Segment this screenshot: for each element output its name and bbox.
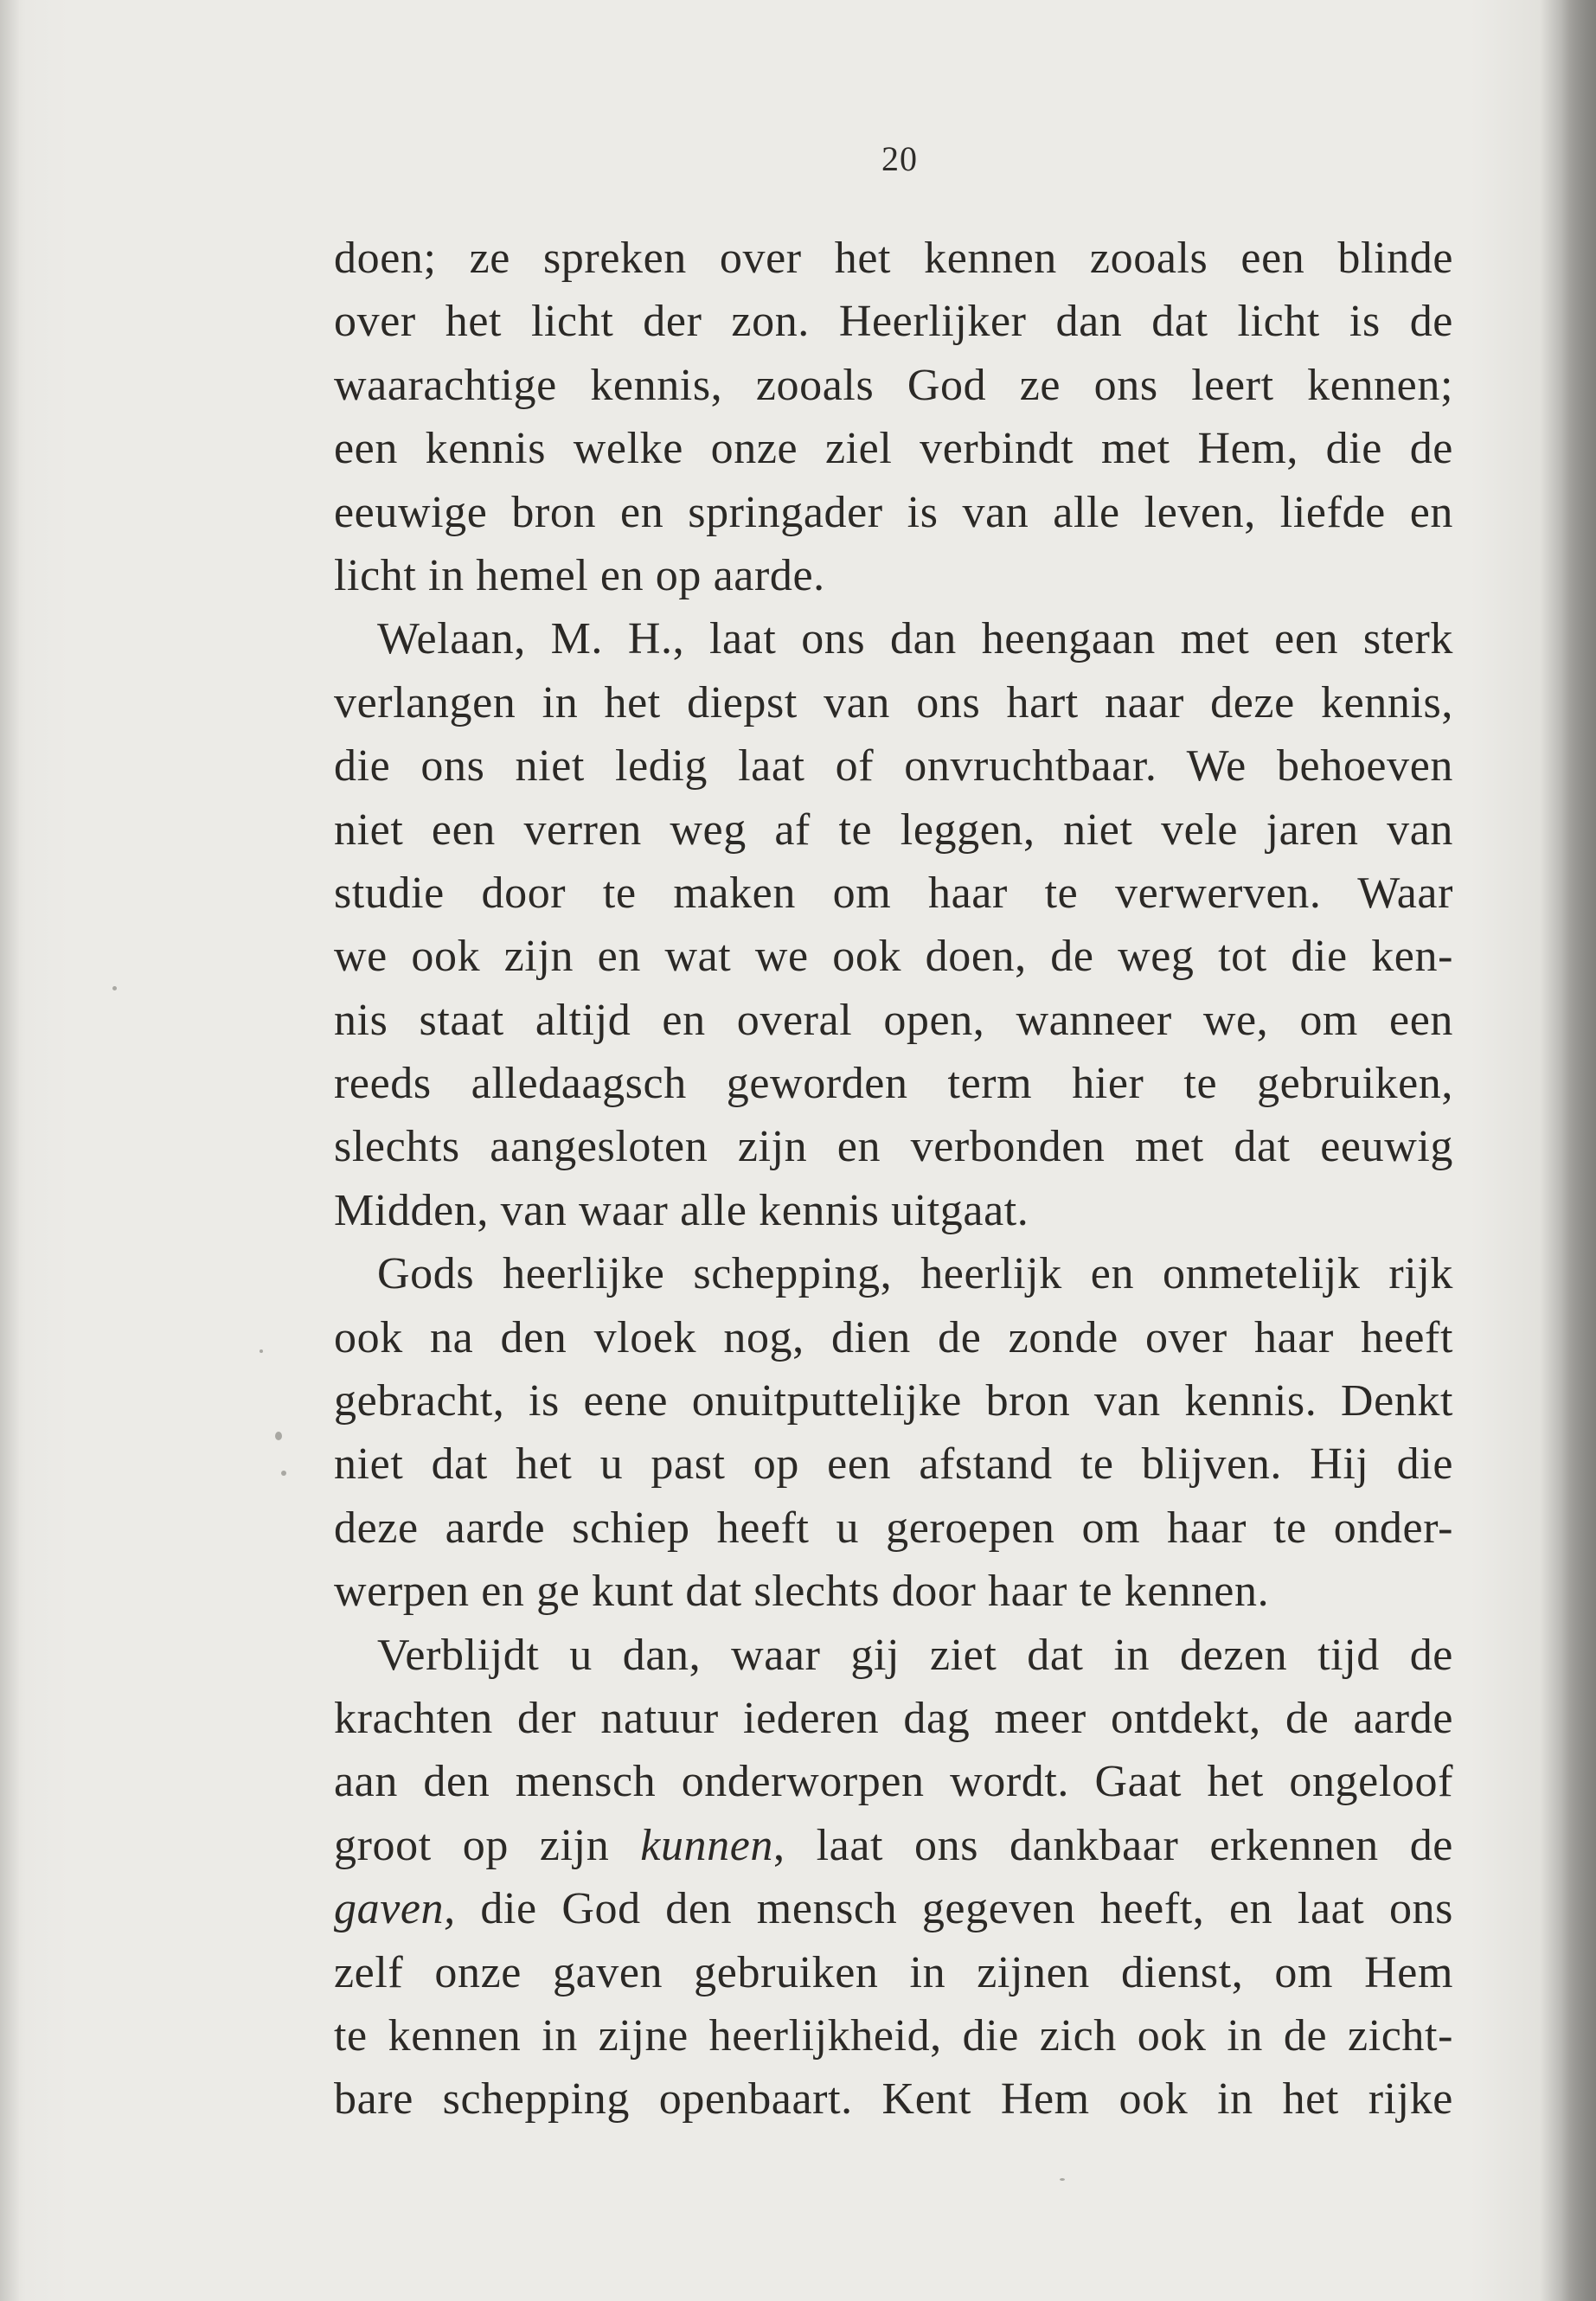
text-line: zelf onze gaven gebruiken in zijnen dienst, om Hem xyxy=(334,1947,1453,1997)
page-number: 20 xyxy=(881,139,918,178)
text-line: Verblijdt u dan, waar gij ziet dat in dezen tijd de xyxy=(377,1630,1453,1680)
text-line: aan den mensch onderworpen wordt. Gaat het ongeloof xyxy=(334,1757,1453,1807)
text-line: krachten der natuur iederen dag meer ontdekt, de aarde xyxy=(334,1693,1453,1743)
text-line: Midden, van waar alle kennis uitgaat. xyxy=(334,1185,1029,1235)
text-line: een kennis welke onze ziel verbindt met Hem, die de xyxy=(334,424,1453,474)
text-line: bare schepping openbaart. Kent Hem ook in het rijke xyxy=(334,2074,1453,2125)
text-line: te kennen in zijne heerlijkheid, die zich ook in de zicht- xyxy=(334,2010,1453,2061)
body-text xyxy=(334,227,1453,2131)
page-left-edge xyxy=(0,0,19,2301)
text-span: , laat ons dankbaar erkennen de xyxy=(773,1820,1453,1870)
text-line: reeds alledaagsch geworden term hier te gebruiken, xyxy=(334,1059,1453,1109)
text-line: waarachtige kennis, zooals God ze ons leert kennen; xyxy=(334,360,1453,410)
text-line: Welaan, M. H., laat ons dan heengaan met een sterk xyxy=(377,614,1453,664)
text-line: we ook zijn en wat we ook doen, de weg tot die ken- xyxy=(334,932,1453,982)
text-line: eeuwige bron en springader is van alle leven, liefde en xyxy=(334,487,1453,537)
text-span: die God den mensch gegeven heeft, en laat ons xyxy=(455,1884,1453,1934)
italic-word: gaven, xyxy=(334,1884,456,1934)
paper-speck xyxy=(260,1349,263,1353)
paper-speck xyxy=(1060,2178,1065,2181)
text-line: niet dat het u past op een afstand te blijven. Hij die xyxy=(334,1439,1453,1490)
paper-speck xyxy=(112,986,117,990)
text-line xyxy=(334,1814,1453,1877)
page-gutter-shadow xyxy=(1561,0,1596,2301)
text-line: studie door te maken om haar te verwerven. Waar xyxy=(334,868,1453,918)
text-span: groot op zijn xyxy=(334,1820,641,1870)
italic-word: kunnen xyxy=(640,1820,774,1870)
text-line xyxy=(334,1877,1453,1940)
text-line: niet een verren weg af te leggen, niet vele jaren van xyxy=(334,804,1453,855)
text-line: over het licht der zon. Heerlijker dan dat licht is de xyxy=(334,297,1453,347)
text-line: nis staat altijd en overal open, wanneer we, om een xyxy=(334,995,1453,1045)
text-line: slechts aangesloten zijn en verbonden met dat eeuwig xyxy=(334,1122,1453,1172)
text-line: werpen en ge kunt dat slechts door haar te kennen. xyxy=(334,1567,1270,1617)
text-line: Gods heerlijke schepping, heerlijk en onmetelijk rijk xyxy=(377,1249,1453,1299)
text-line: die ons niet ledig laat of onvruchtbaar. We behoeven xyxy=(334,741,1453,792)
paper-speck xyxy=(281,1471,286,1476)
text-line: doen; ze spreken over het kennen zooals een blinde xyxy=(334,234,1453,283)
text-line: gebracht, is eene onuitputtelijke bron van kennis. Denkt xyxy=(334,1376,1453,1426)
paper-speck xyxy=(275,1432,282,1440)
text-line: deze aarde schiep heeft u geroepen om haar te onder- xyxy=(334,1503,1453,1553)
text-line: verlangen in het diepst van ons hart naar deze kennis, xyxy=(334,677,1453,727)
text-line: ook na den vloek nog, dien de zonde over haar heeft xyxy=(334,1312,1453,1362)
text-line: licht in hemel en op aarde. xyxy=(334,550,825,600)
